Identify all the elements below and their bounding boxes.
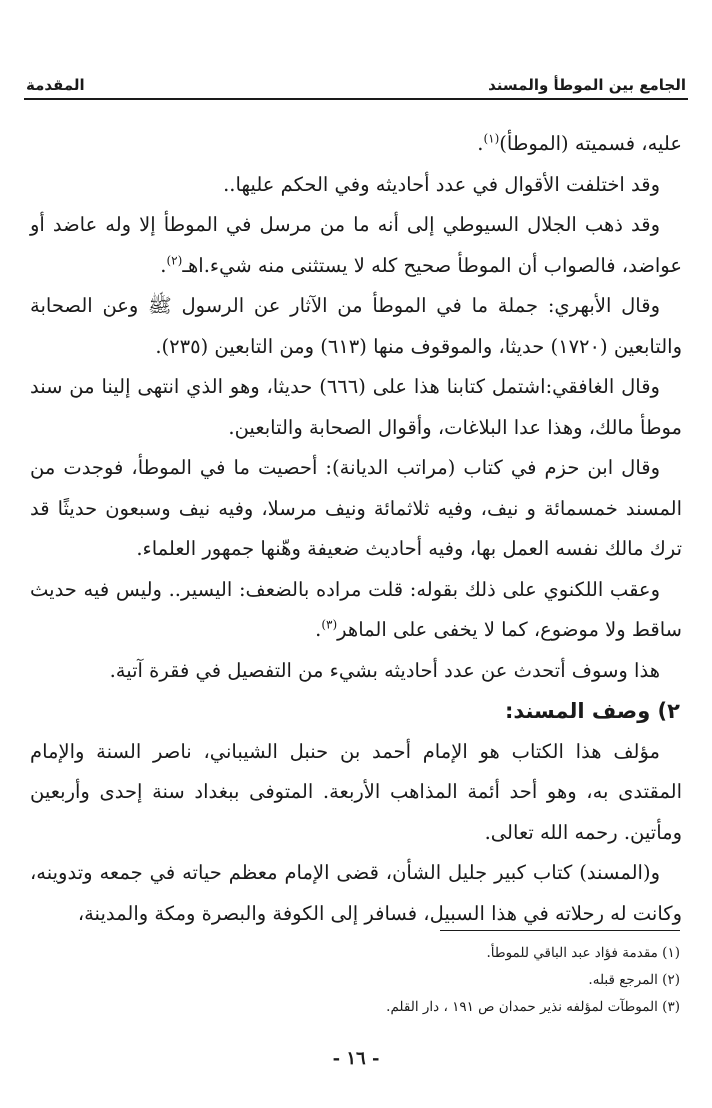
footnote: (٢) المرجع قبله.	[588, 972, 680, 988]
page-number: - ١٦ -	[332, 1048, 380, 1069]
footnote-marker[interactable]: (٢)	[166, 253, 183, 267]
paragraph: عليه، فسميته (الموطأ)$^{(١)}$.	[477, 131, 682, 155]
paragraph: وقال الغافقي:اشتمل كتابنا هذا على (٦٦٦) حديثا، وهو الذي انتهى إلينا من سند موطأ مالك، وهذا عدا البلاغات، وأقوال الصحابة والتابعين.	[30, 375, 682, 439]
main-text	[30, 124, 682, 934]
book-title: الجامع بين الموطأ والمسند	[488, 76, 686, 94]
footnote: (١) مقدمة فؤاد عبد الباقي للموطأ.	[486, 945, 680, 961]
paragraph: وقال ابن حزم في كتاب (مراتب الديانة): أحصيت ما في الموطأ، فوجدت من المسند خمسمائة و نيف، وفيه ثلاثمائة ونيف مرسلا، وفيه نيف وسبعون حديثًا قد ترك مالك نفسه العمل بها، وفيه أحاديث ضعيفة وهّنها جمهور العلماء.	[30, 456, 682, 560]
paragraph: مؤلف هذا الكتاب هو الإمام أحمد بن حنبل الشيباني، ناصر السنة والإمام المقتدى به، وهو أحد أئمة المذاهب الأربعة. المتوفى ببغداد سنة إحدى وأربعين ومأتين. رحمه الله تعالى.	[30, 739, 682, 844]
section-heading: ٢) وصف المسند:	[504, 699, 680, 723]
footnotes	[30, 940, 680, 1021]
footnote-divider	[440, 930, 680, 931]
section-title: المقدمة	[26, 76, 85, 94]
paragraph: و(المسند) كتاب كبير جليل الشأن، قضى الإمام معظم حياته في جمعه وتدوينه، وكانت له رحلاته في هذا السبيل، فسافر إلى الكوفة والبصرة ومكة والمدينة،	[30, 861, 682, 925]
paragraph: وقد اختلفت الأقوال في عدد أحاديثه وفي الحكم عليها..	[223, 172, 660, 196]
header-divider	[24, 98, 688, 100]
paragraph: وقال الأبهري: جملة ما في الموطأ من الآثار عن الرسول ﷺ وعن الصحابة والتابعين (١٧٢٠) حديثا، والموقوف منها (٦١٣) ومن التابعين (٢٣٥).	[30, 294, 682, 358]
running-header	[26, 68, 686, 94]
paragraph: وعقب اللكنوي على ذلك بقوله: قلت مراده بالضعف: اليسير.. وليس فيه حديث ساقط ولا موضوع، كما لا يخفى على الماهر$^{(٣)}$.	[30, 577, 682, 641]
paragraph: وقد ذهب الجلال السيوطي إلى أنه ما من مرسل في الموطأ إلا وله عاضد أو عواضد، فالصواب أن الموطأ صحيح كله لا يستثنى منه شيء.اهـ$^{(٢)}$.	[30, 213, 682, 277]
footnote: (٣) الموطآت لمؤلفه نذير حمدان ص ١٩١ ، دار القلم.	[386, 999, 680, 1015]
footnote-marker[interactable]: (٣)	[321, 617, 338, 632]
paragraph: هذا وسوف أتحدث عن عدد أحاديثه بشيء من التفصيل في فقرة آتية.	[109, 658, 660, 682]
footnote-marker[interactable]: (١)	[483, 131, 500, 146]
